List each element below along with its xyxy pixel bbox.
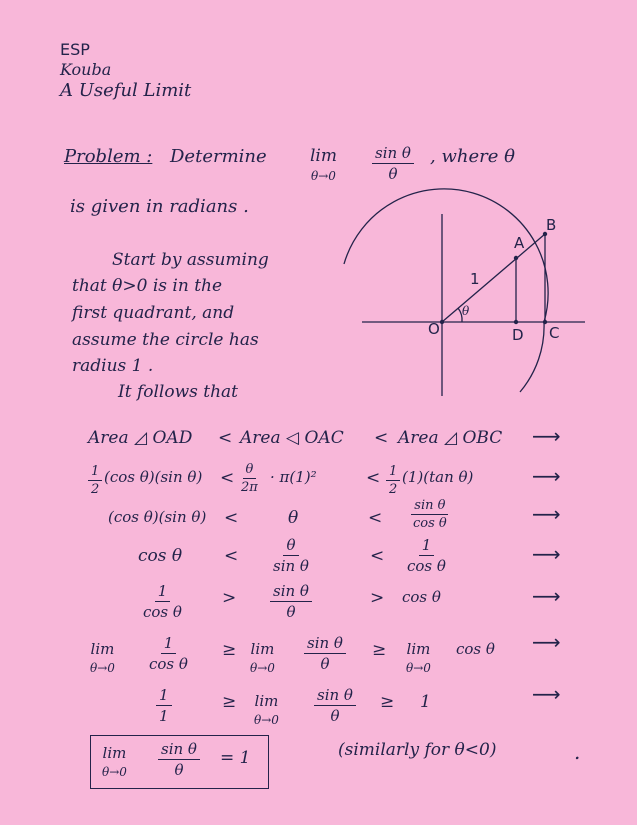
r3-tan xyxy=(410,498,450,531)
r5-sin-over-theta xyxy=(270,582,312,621)
label-B: B xyxy=(546,216,557,234)
r2-cos-sin: (cos θ)(sin θ) xyxy=(104,468,203,486)
r3-arrow-icon: ⟶ xyxy=(532,502,561,526)
lim-word: lim xyxy=(310,146,337,166)
page-title: A Useful Limit xyxy=(60,80,192,101)
problem-text-b: , where θ xyxy=(430,146,515,167)
lim-subscript: θ→0 xyxy=(406,661,431,675)
numerator: θ xyxy=(283,536,298,556)
numerator: θ xyxy=(243,462,257,479)
r5-gt2: > xyxy=(370,588,385,608)
lim-word: lim xyxy=(102,744,127,762)
r1-area-oac: Area ◁ OAC xyxy=(240,428,344,448)
denominator: cos θ xyxy=(143,603,182,621)
intro-line3: first quadrant, and xyxy=(72,303,235,323)
r1-lt1: < xyxy=(218,428,233,448)
label-theta: θ xyxy=(462,304,470,318)
lim-word: lim xyxy=(406,640,431,658)
r7-one: 1 xyxy=(420,692,431,712)
denominator: cos θ xyxy=(149,655,188,673)
denominator: θ xyxy=(174,761,184,779)
circle-arc xyxy=(344,189,548,392)
problem-line2: is given in radians . xyxy=(70,196,249,217)
r2-lt2: < xyxy=(366,468,381,488)
numerator: sin θ xyxy=(270,582,312,602)
result-limit xyxy=(102,744,127,779)
point-A xyxy=(514,256,518,260)
lim-subscript: θ→0 xyxy=(102,765,127,779)
point-C xyxy=(543,320,547,324)
problem-label: Problem : xyxy=(64,146,153,167)
r2-pi-r-squared: · π(1)² xyxy=(270,468,317,486)
numerator: 1 xyxy=(155,582,171,602)
fraction-denominator: θ xyxy=(388,165,398,183)
r2-tan: (1)(tan θ) xyxy=(402,468,474,486)
result-equals-one: = 1 xyxy=(220,748,251,768)
label-O: O xyxy=(428,320,440,338)
numerator: sin θ xyxy=(158,740,200,760)
r6-limit-c xyxy=(406,640,431,675)
r3-lt1: < xyxy=(224,508,239,528)
numerator: sin θ xyxy=(314,686,356,706)
lim-word: lim xyxy=(250,640,275,658)
r1-arrow-icon: ⟶ xyxy=(532,424,561,448)
r7-sin-over-theta xyxy=(314,686,356,725)
denominator: sin θ xyxy=(273,557,309,575)
r7-ge2: ≥ xyxy=(380,692,395,712)
numerator: 1 xyxy=(419,536,435,556)
r6-arrow-icon: ⟶ xyxy=(532,630,561,654)
point-D xyxy=(514,320,518,324)
result-dot: . xyxy=(574,740,581,764)
point-O xyxy=(440,320,444,324)
course-label: ESP xyxy=(60,40,90,59)
numerator: sin θ xyxy=(304,634,346,654)
r3-lt2: < xyxy=(368,508,383,528)
result-note: (similarly for θ<0) xyxy=(338,740,497,760)
denominator: 2 xyxy=(91,482,100,497)
r4-arrow-icon: ⟶ xyxy=(532,542,561,566)
r4-theta-over-sin xyxy=(270,536,312,575)
r2-arrow-icon: ⟶ xyxy=(532,464,561,488)
author-label: Kouba xyxy=(60,60,112,79)
r6-ge2: ≥ xyxy=(372,640,387,660)
r7-ge1: ≥ xyxy=(222,692,237,712)
label-radius-1: 1 xyxy=(470,270,480,288)
intro-line6: It follows that xyxy=(118,382,239,402)
r6-limit-b xyxy=(250,640,275,675)
label-D: D xyxy=(512,326,524,344)
r3-cos-sin: (cos θ)(sin θ) xyxy=(108,508,207,526)
denominator: cos θ xyxy=(413,516,447,531)
numerator: 1 xyxy=(386,464,400,481)
intro-line4: assume the circle has xyxy=(72,330,259,350)
lim-word: lim xyxy=(90,640,115,658)
r3-theta: θ xyxy=(288,508,299,528)
segment-OB xyxy=(442,234,545,322)
r4-lt1: < xyxy=(224,546,239,566)
r1-lt2: < xyxy=(374,428,389,448)
r2-half-c xyxy=(386,464,400,497)
r2-lt1: < xyxy=(220,468,235,488)
r2-half-a xyxy=(88,464,102,497)
r5-cos: cos θ xyxy=(402,588,441,606)
intro-line2: that θ>0 is in the xyxy=(72,276,223,296)
r6-ge1: ≥ xyxy=(222,640,237,660)
fraction-numerator: sin θ xyxy=(372,144,414,164)
r1-area-obc: Area ◿ OBC xyxy=(398,428,503,448)
intro-line5: radius 1 . xyxy=(72,356,154,376)
label-A: A xyxy=(514,234,525,252)
denominator: cos θ xyxy=(407,557,446,575)
numerator: 1 xyxy=(156,686,172,706)
denominator: 1 xyxy=(159,707,169,725)
denominator: θ xyxy=(330,707,340,725)
r5-sec xyxy=(140,582,185,621)
lim-subscript: θ→0 xyxy=(250,661,275,675)
r7-arrow-icon: ⟶ xyxy=(532,682,561,706)
r4-cos: cos θ xyxy=(138,546,183,566)
r6-limit xyxy=(90,640,115,675)
r4-sec xyxy=(404,536,449,575)
r5-arrow-icon: ⟶ xyxy=(532,584,561,608)
denominator: 2 xyxy=(389,482,398,497)
lim-subscript: θ→0 xyxy=(311,169,336,183)
numerator: 1 xyxy=(161,634,177,654)
r6-cos: cos θ xyxy=(456,640,495,658)
r1-area-oad: Area ◿ OAD xyxy=(88,428,193,448)
lim-subscript: θ→0 xyxy=(90,661,115,675)
denominator: 2π xyxy=(241,480,258,495)
label-C: C xyxy=(549,324,560,342)
r6-sin-over-theta xyxy=(304,634,346,673)
intro-line1: Start by assuming xyxy=(112,250,269,270)
r2-theta-2pi xyxy=(238,462,261,495)
result-fraction xyxy=(158,740,200,779)
problem-text-a: Determine xyxy=(170,146,267,167)
r7-one-over-one xyxy=(156,686,172,725)
denominator: θ xyxy=(286,603,296,621)
r5-gt1: > xyxy=(222,588,237,608)
denominator: θ xyxy=(320,655,330,673)
r4-lt2: < xyxy=(370,546,385,566)
r7-limit xyxy=(254,692,279,727)
numerator: 1 xyxy=(88,464,102,481)
lim-subscript: θ→0 xyxy=(254,713,279,727)
lim-word: lim xyxy=(254,692,279,710)
r6-sec xyxy=(146,634,191,673)
numerator: sin θ xyxy=(411,498,448,515)
